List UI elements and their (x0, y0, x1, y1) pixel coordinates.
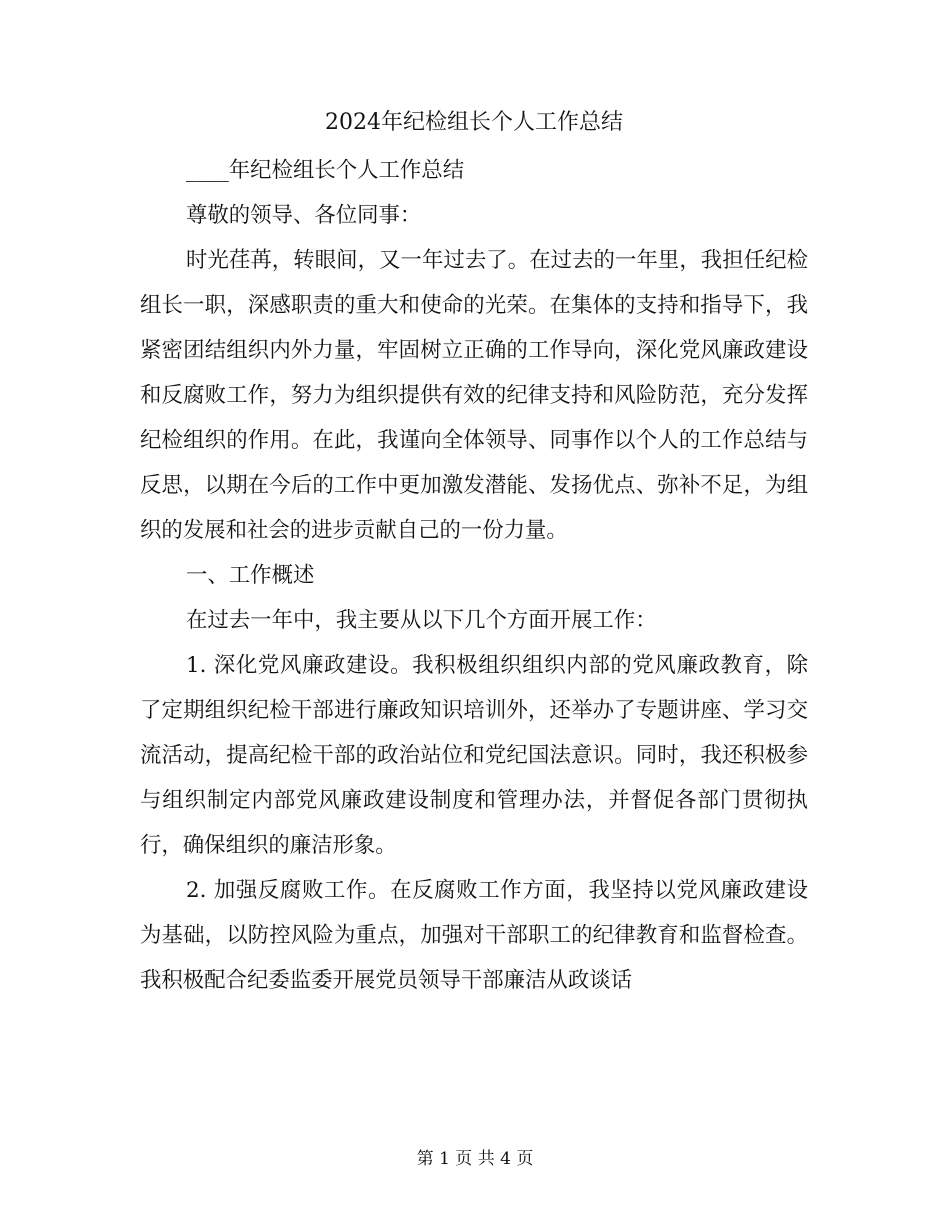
section-intro-paragraph: 在过去一年中，我主要从以下几个方面开展工作： (186, 608, 657, 633)
section-heading: 一、工作概述 (186, 563, 315, 588)
list-item-paragraph: 2. 加强反腐败工作。在反腐败工作方面，我坚持以党风廉政建设为基础，以防控风险为重点，加强对干部职工的纪律教育和监督检查。我积极配合纪委监委开展党员领导干部廉洁从政谈话 (140, 878, 808, 993)
page-number: 第 1 页 共 4 页 (416, 1149, 534, 1169)
intro-paragraph: 时光荏苒，转眼间，又一年过去了。在过去的一年里，我担任纪检组长一职，深感职责的重大和使命的光荣。在集体的支持和指导下，我紧密团结组织内外力量，牢固树立正确的工作导向，深化党风廉政建设和反腐败工作，努力为组织提供有效的纪律支持和风险防范，充分发挥纪检组织的作用。在此，我谨向全体领导、同事作以个人的工作总结与反思，以期在今后的工作中更加激发潜能、发扬优点、弥补不足，为组织的发展和社会的进步贡献自己的一份力量。 (140, 248, 808, 543)
document-title: 2024年纪检组长个人工作总结 (325, 110, 623, 135)
list-item-paragraph: 1. 深化党风廉政建设。我积极组织组织内部的党风廉政教育，除了定期组织纪检干部进行廉政知识培训外，还举办了专题讲座、学习交流活动，提高纪检干部的政治站位和党纪国法意识。同时，我还积极参与组织制定内部党风廉政建设制度和管理办法，并督促各部门贯彻执行，确保组织的廉洁形象。 (140, 653, 808, 858)
subtitle-paragraph: ____年纪检组长个人工作总结 (186, 158, 465, 183)
document-body (140, 98, 808, 1003)
salutation-paragraph: 尊敬的领导、各位同事： (186, 203, 422, 228)
